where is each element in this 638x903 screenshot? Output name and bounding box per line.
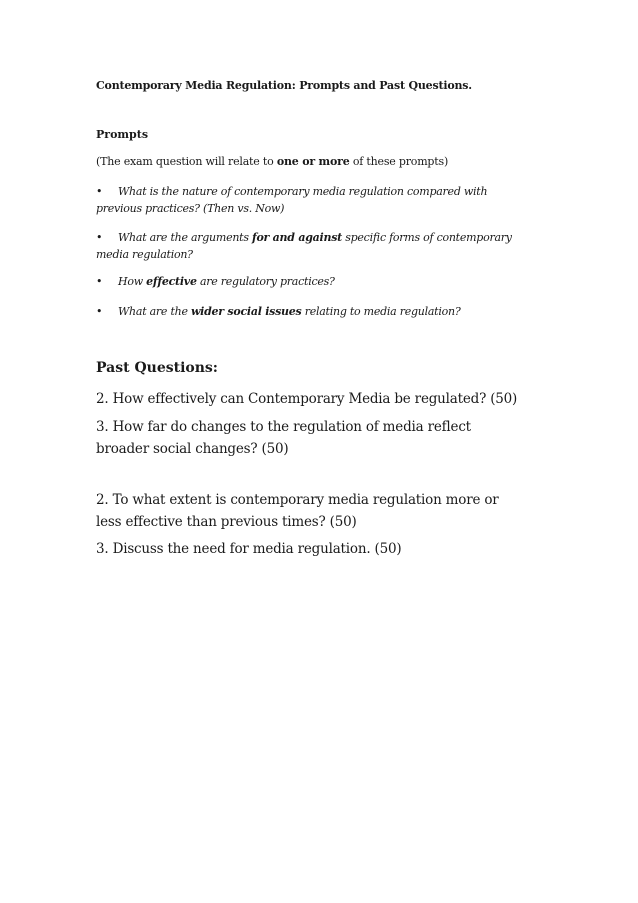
prompt-text-after: are regulatory practices? bbox=[196, 275, 335, 288]
prompt-emphasis: effective bbox=[146, 275, 197, 288]
prompt-item bbox=[96, 273, 536, 290]
bullet-icon: • bbox=[96, 305, 103, 318]
prompt-item bbox=[96, 183, 536, 217]
bullet-icon: • bbox=[96, 231, 103, 244]
prompt-text-after: relating to media regulation? bbox=[301, 305, 461, 318]
past-questions-heading: Past Questions: bbox=[96, 360, 218, 376]
prompt-item bbox=[96, 229, 536, 263]
document-title: Contemporary Media Regulation: Prompts and Past Questions. bbox=[96, 79, 472, 92]
past-question: 3. Discuss the need for media regulation. (50) bbox=[96, 541, 402, 557]
prompt-text-after: specific forms of contemporary media regulation? bbox=[96, 231, 512, 261]
prompt-text: What is the nature of contemporary media regulation compared with previous practices? (Then vs. Now) bbox=[96, 185, 488, 215]
prompts-intro-after: of these prompts) bbox=[349, 155, 449, 168]
prompt-emphasis: wider social issues bbox=[190, 305, 302, 318]
prompt-text: What are the bbox=[118, 305, 191, 318]
past-question: 3. How far do changes to the regulation of media reflect broader social changes? (50) bbox=[96, 419, 471, 457]
prompt-text: What are the arguments bbox=[118, 231, 252, 244]
prompt-emphasis: for and against bbox=[251, 231, 342, 244]
prompt-item bbox=[96, 303, 536, 320]
past-question: 2. To what extent is contemporary media regulation more or less effective than previous times? (50) bbox=[96, 492, 499, 530]
prompts-intro bbox=[96, 155, 448, 168]
bullet-icon: • bbox=[96, 275, 103, 288]
prompt-text: How bbox=[118, 275, 147, 288]
bullet-icon: • bbox=[96, 185, 103, 198]
prompts-intro-before: (The exam question will relate to bbox=[96, 155, 277, 168]
past-question: 2. How effectively can Contemporary Media be regulated? (50) bbox=[96, 391, 518, 407]
prompts-intro-bold: one or more bbox=[276, 155, 350, 168]
prompts-heading: Prompts bbox=[96, 128, 149, 141]
